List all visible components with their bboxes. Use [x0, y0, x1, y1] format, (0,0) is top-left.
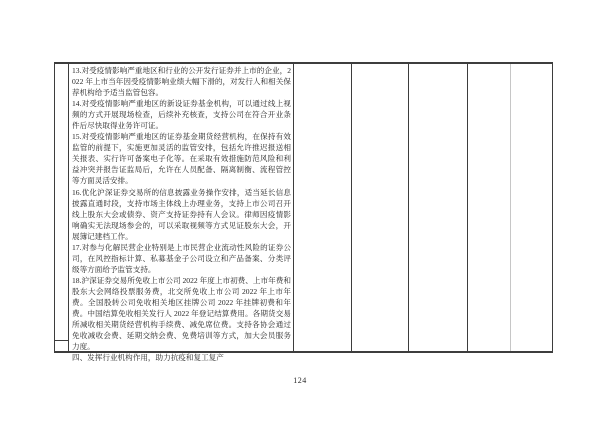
- table-column-empty-2: [352, 64, 409, 351]
- policy-item-15: 15.对受疫情影响严重地区的证券基金期货经营机构，在保持有效监管的前提下，实施更加灵活的监管安排，包括允许推迟报送相关报表、实行许可备案电子化等。在采取有效措施防范风险和利益冲突并报告证监局后，允许在人员配备、隔离制衡、流程管控等方面灵活安排。: [72, 132, 291, 186]
- table-column-empty-1: [294, 64, 352, 351]
- table-cell-policy-text: [69, 64, 294, 363]
- policy-item-14: 14.对受疫情影响严重地区的新设证券基金机构，可以通过线上视频的方式开展现场检查，后续补充核查，支持公司在符合开业条件后尽快取得业务许可证。: [72, 99, 291, 131]
- policy-item-18: 18.沪深证券交易所免收上市公司 2022 年度上市初费、上市年费和股东大会网络投票服务费，北交所免收上市公司 2022 年上市年费。全国股转公司免收相关地区挂牌公司 2022 年挂牌初费和年费。中国结算免收相关发行人 2022 年登记结算费用。各期货交易所减收相关期货经营机构手续费、减免席位费。支持各协会通过免收减收会费、延期交纳会费、免费培训等方式，加大会员服务力度。: [72, 275, 291, 352]
- policy-table: [54, 62, 553, 363]
- table-column-empty-5: [511, 64, 552, 351]
- row-divider: [55, 340, 68, 341]
- policy-item-16: 16.优化沪深证券交易所的信息披露业务操作安排，适当延长信息披露直通时段，支持市场主体线上办理业务，支持上市公司召开线上股东大会或债券、资产支持证券持有人会议。律师因疫情影响确实无法现场参会的，可以采取视频等方式见证股东大会，开展簿记建档工作。: [72, 187, 291, 241]
- table-column-empty-4: [468, 64, 511, 351]
- table-column-index: [55, 64, 69, 351]
- policy-item-17: 17.对参与化解民营企业特别是上市民营企业流动性风险的证券公司，在风控指标计算、私募基金子公司设立和产品备案、分类评级等方面给予监管支持。: [72, 242, 291, 274]
- table-column-empty-3: [409, 64, 468, 351]
- section-heading-4: 四、发挥行业机构作用，助力抗疫和复工复产: [72, 353, 224, 363]
- page-number: 124: [293, 376, 307, 385]
- policy-item-13: 13.对受疫情影响严重地区和行业的公开发行证券并上市的企业，2022 年上市当年因受疫情影响业绩大幅下滑的，对发行人和相关保荐机构给予适当监管包容。: [72, 66, 291, 98]
